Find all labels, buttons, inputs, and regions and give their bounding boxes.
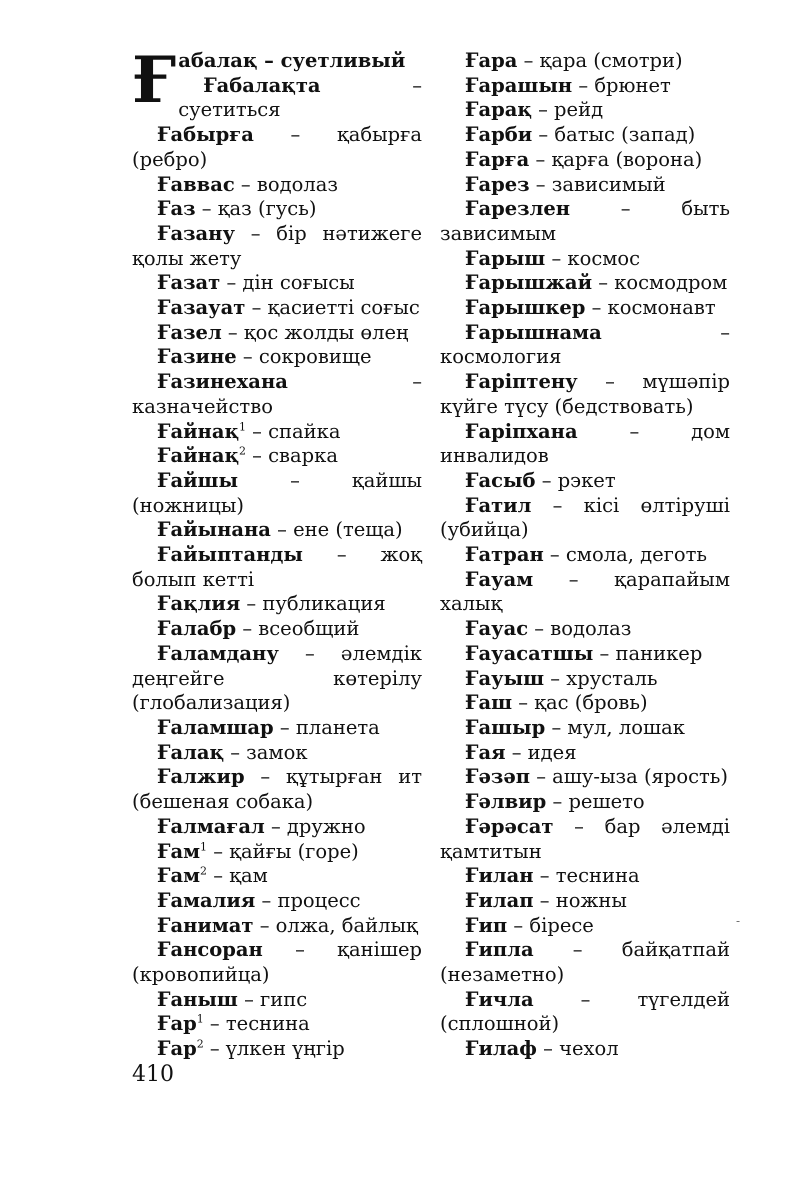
dictionary-entry: Ғазану – бір нәтижеге қолы жету: [132, 221, 422, 270]
entry-headword: Ғәзәп: [465, 765, 530, 789]
entry-translation: түгелдей (сплошной): [440, 987, 730, 1036]
entry-headword: Ғам: [157, 839, 201, 863]
entry-headword: Ғазел: [157, 320, 222, 344]
dictionary-entry: Ғалжир – құтырған ит (бешеная собака): [132, 765, 422, 814]
entry-translation: қос жолды өлең: [243, 320, 409, 344]
entry-translation: спайка: [268, 419, 341, 443]
entry-headword: Ғасыб: [465, 468, 536, 492]
entry-translation: замок: [246, 740, 308, 764]
dictionary-entry: Ғайшы – қайшы (ножницы): [132, 468, 422, 517]
entry-translation: суетиться: [178, 98, 281, 122]
entry-headword: Ғара: [465, 49, 518, 72]
dictionary-entry: Ғайнақ$^1$ – спайка: [157, 419, 341, 443]
entry-translation: решето: [568, 790, 645, 814]
entry-translation: байқатпай (незаметно): [440, 938, 730, 987]
entry-headword: Ғилаф: [465, 1037, 537, 1061]
dictionary-entry: Ғарға – қарға (ворона): [465, 147, 703, 171]
entry-translation: мул, лошак: [567, 715, 685, 739]
entry-translation: дружно: [286, 814, 366, 838]
entry-headword: Ғарезлен: [465, 197, 571, 221]
dictionary-entry: Ғаламдану – әлемдік деңгейге көтерілу (глобализация): [132, 641, 422, 715]
entry-translation: қасиетті соғыс: [267, 296, 420, 320]
entry-headword: Ғауас: [465, 617, 529, 641]
entry-headword: Ғазине: [157, 345, 237, 369]
entry-translation: қас (бровь): [534, 691, 648, 715]
entry-headword: Ғамалия: [157, 888, 256, 912]
entry-headword: Ғазат: [157, 271, 221, 295]
dictionary-entry: Ғаш – қас (бровь): [465, 691, 648, 715]
entry-headword: Ғарышкер: [465, 296, 586, 320]
dictionary-entry: Ғауам – қарапайым халық: [440, 567, 730, 616]
dictionary-entry: Ғип – біресе: [465, 913, 594, 937]
entry-superscript: 2: [238, 444, 246, 458]
entry-headword: Ғип: [465, 913, 508, 937]
entry-headword: Ғәрәсат: [465, 814, 554, 838]
dictionary-entry: Ғаріптену – мүшәпір күйге түсу (бедствовать): [440, 370, 730, 418]
entry-translation: космос: [567, 246, 641, 270]
entry-translation: батыс (запад): [554, 123, 696, 147]
dictionary-entry: Ғарақ – рейд: [465, 98, 604, 122]
page-number: 410: [132, 1062, 174, 1087]
entry-headword: Ғаріпхана: [465, 419, 578, 443]
dictionary-entry: Ғансоран – қанішер (кровопийца): [132, 938, 422, 987]
entry-headword: Ғаріптену: [465, 370, 578, 394]
dictionary-entry: Ғасыб – рэкет: [465, 468, 616, 492]
dictionary-entry: Ғарышкер – космонавт: [465, 296, 716, 320]
entry-headword: Ғаламшар: [157, 715, 274, 739]
dictionary-entry: Ғилаф – чехол: [465, 1037, 619, 1061]
entry-translation: ене (теща): [293, 518, 403, 542]
entry-translation: қара (смотри): [539, 49, 683, 72]
entry-headword: Ғарыш: [465, 246, 546, 270]
entry-translation: қайшы (ножницы): [132, 468, 422, 517]
entry-translation: гипс: [260, 987, 308, 1011]
dictionary-entry: Ғашыр – мул, лошак: [465, 715, 685, 739]
dictionary-entry: Ғипла – байқатпай (незаметно): [440, 938, 730, 987]
entry-headword: Ғаш: [465, 691, 513, 715]
entry-translation: процесс: [277, 888, 361, 912]
dictionary-entry: Ғарби – батыс (запад): [465, 123, 696, 147]
dictionary-entry: Ғайыптанды – жоқ болып кетті: [132, 543, 422, 591]
entry-translation: қарапайым халық: [440, 567, 730, 616]
dictionary-entry: Ғауыш – хрусталь: [465, 666, 658, 690]
dictionary-entry: Ғалмағал – дружно: [157, 814, 366, 838]
entry-headword: Ғауам: [465, 567, 534, 591]
entry-headword: Ғабырға: [157, 123, 254, 147]
entry-headword: Ғар: [157, 1012, 197, 1036]
entry-headword: Ғауыш: [465, 666, 545, 690]
entry-headword: Ғазауат: [157, 296, 246, 320]
dictionary-entry: Ғамалия – процесс: [157, 888, 361, 912]
entry-translation: әлемдік деңгейге көтерілу (глобализация): [132, 641, 422, 715]
entry-translation: қанішер (кровопийца): [132, 938, 422, 987]
entry-headword: Ғарышжай: [465, 271, 593, 295]
dictionary-entry: Ғазинехана – казначейство: [132, 370, 422, 418]
entry-superscript: 2: [200, 864, 208, 878]
dictionary-entry: Ғабырға – қабырға (ребро): [132, 123, 422, 171]
entry-translation: водолаз: [550, 617, 632, 641]
dictionary-entry: Ғаныш – гипс: [157, 987, 308, 1011]
entry-translation: чехол: [559, 1037, 619, 1061]
entry-translation: хрусталь: [566, 666, 658, 690]
dictionary-entry: Ғаввас – водолаз: [157, 172, 338, 196]
entry-headword: Ғалмағал: [157, 814, 265, 838]
entry-translation: зависимый: [551, 172, 666, 196]
entry-headword: Ғилан: [465, 864, 534, 888]
entry-translation: рейд: [554, 98, 604, 122]
right-column: [440, 49, 730, 1062]
entry-headword: Ғайыптанды: [157, 543, 303, 567]
entry-headword: Ғарез: [465, 172, 530, 196]
dictionary-entry: Ғар$^1$ – теснина: [157, 1012, 310, 1036]
entry-translation: құтырған ит (бешеная собака): [132, 765, 422, 814]
entry-headword: Ғайшы: [157, 468, 239, 492]
entry-translation: біресе: [529, 913, 594, 937]
entry-translation: рэкет: [557, 468, 616, 492]
entry-translation: сокровище: [258, 345, 372, 369]
entry-translation: быть зависимым: [440, 197, 730, 245]
dictionary-entry: Ғарыш – космос: [465, 246, 641, 270]
entry-headword: Ғарашын: [465, 73, 573, 97]
entry-translation: космодром: [614, 271, 728, 295]
dictionary-entry: Ғарез – зависимый: [465, 172, 666, 196]
entry-translation: қайғы (горе): [229, 839, 359, 863]
entry-headword: Ғалабр: [157, 617, 237, 641]
entry-headword: Ғайнақ: [157, 419, 239, 443]
dictionary-entry: Ғаз – қаз (гусь): [157, 197, 317, 221]
dictionary-entry: Ғанимат – олжа, байлық: [157, 913, 418, 937]
entry-headword: Ғабалақта: [203, 73, 321, 97]
dictionary-entry: Ғәрәсат – бар әлемді қамтитын: [440, 814, 730, 863]
entry-headword: Ғая: [465, 740, 506, 764]
entry-translation: брюнет: [594, 73, 671, 97]
entry-translation: теснина: [225, 1012, 310, 1036]
entry-headword: Ғаламдану: [157, 641, 279, 665]
entry-headword: Ғәлвир: [465, 790, 547, 814]
entry-translation: смола, деготь: [565, 543, 708, 567]
entry-translation: жоқ болып кетті: [132, 543, 422, 591]
dictionary-entry: Ғатил – кісі өлтіруші (убийца): [440, 493, 730, 542]
first-entry-text: абалақ – суетливый: [178, 49, 406, 72]
entry-translation: бір нәтижеге қолы жету: [132, 221, 422, 270]
entry-translation: космология: [440, 345, 562, 369]
dictionary-entry: Ғайынана – ене (теща): [157, 518, 403, 542]
dictionary-entry: Ғам$^1$ – қайғы (горе): [157, 839, 359, 863]
dictionary-entry: Ғайнақ$^2$ – сварка: [157, 444, 338, 468]
entry-headword: Ғаввас: [157, 172, 235, 196]
entry-headword: Ғатил: [465, 493, 532, 517]
dictionary-entry: Ғарышжай – космодром: [465, 271, 728, 295]
entry-headword: Ғалақ: [157, 740, 224, 764]
entry-headword: Ғилап: [465, 888, 534, 912]
entry-translation: сварка: [268, 444, 338, 468]
entry-headword: Ғам: [157, 864, 201, 888]
entry-translation: дом инвалидов: [440, 419, 730, 468]
entry-headword: Ғипла: [465, 938, 534, 962]
dictionary-entry: Ғауас – водолаз: [465, 617, 632, 641]
dictionary-entry: Ғалақ – замок: [157, 740, 308, 764]
entry-headword: Ғарға: [465, 147, 530, 171]
dictionary-entry: Ғабалақта – суетиться: [178, 73, 422, 122]
entry-headword: Ғаныш: [157, 987, 238, 1011]
entry-headword: Ғашыр: [465, 715, 546, 739]
dictionary-entry: Ғаріпхана – дом инвалидов: [440, 419, 730, 468]
dictionary-entry: Ғаламшар – планета: [157, 715, 380, 739]
dictionary-entry: Ғазат – дін соғысы: [157, 271, 355, 295]
dictionary-entry: Ғақлия – публикация: [157, 592, 386, 616]
entry-headword: Ғаз: [157, 197, 196, 221]
entry-headword: Ғарышнама: [465, 320, 602, 344]
entry-translation: ашу-ыза (ярость): [552, 765, 729, 789]
dictionary-entry: Ғалабр – всеобщий: [157, 617, 360, 641]
entry-headword: Ғарақ: [465, 98, 532, 122]
dictionary-entry: Ғилап – ножны: [465, 888, 627, 912]
entry-translation: идея: [527, 740, 577, 764]
entry-translation: космонавт: [607, 296, 716, 320]
entry-headword: Ғазану: [157, 221, 235, 245]
entry-translation: үлкен үңгір: [225, 1037, 345, 1061]
dictionary-entry: Ғая – идея: [465, 740, 577, 764]
dictionary-entry: Ғилан – теснина: [465, 864, 640, 888]
entry-headword: Ғазинехана: [157, 370, 288, 394]
dictionary-entry: Ғәзәп – ашу-ыза (ярость): [465, 765, 729, 789]
dictionary-entry: Ғатран – смола, деготь: [465, 543, 708, 567]
dictionary-entry: Ғара – қара (смотри): [465, 49, 683, 72]
entry-headword: Ғичла: [465, 987, 534, 1011]
entry-translation: қабырға (ребро): [132, 123, 422, 171]
dictionary-entry: Ғазине – сокровище: [157, 345, 372, 369]
dictionary-entry: Ғарашын – брюнет: [465, 73, 671, 97]
entry-headword: Ғайынана: [157, 518, 271, 542]
entry-translation: дін соғысы: [242, 271, 355, 295]
entry-headword: Ғақлия: [157, 592, 241, 616]
entry-translation: мүшәпір күйге түсу (бедствовать): [440, 370, 730, 418]
entry-translation: водолаз: [256, 172, 338, 196]
entry-translation: олжа, байлық: [275, 913, 418, 937]
stray-mark: -: [736, 914, 741, 928]
dictionary-entry: Ғар$^2$ – үлкен үңгір: [157, 1037, 345, 1061]
entry-headword: Ғатран: [465, 543, 544, 567]
entry-headword: Ғауасатшы: [465, 641, 594, 665]
entry-translation: қам: [229, 864, 268, 888]
dictionary-entry: Ғичла – түгелдей (сплошной): [440, 987, 730, 1036]
entry-translation: қарға (ворона): [551, 147, 703, 171]
entry-translation: паникер: [615, 641, 703, 665]
entry-translation: всеобщий: [258, 617, 360, 641]
entry-translation: теснина: [555, 864, 640, 888]
entry-translation: қаз (гусь): [217, 197, 317, 221]
dictionary-entry: Ғазауат – қасиетті соғыс: [157, 296, 420, 320]
dictionary-entry: Ғарышнама – космология: [440, 320, 730, 369]
entry-headword: Ғалжир: [157, 765, 245, 789]
entry-superscript: 2: [196, 1037, 204, 1051]
entry-translation: публикация: [262, 592, 386, 616]
entry-superscript: 1: [200, 840, 208, 853]
dictionary-entry: Ғазел – қос жолды өлең: [157, 320, 409, 344]
entry-translation: бар әлемді қамтитын: [440, 814, 730, 863]
entry-headword: Ғар: [157, 1037, 197, 1061]
entry-headword: Ғансоран: [157, 938, 263, 962]
entry-headword: Ғайнақ: [157, 444, 239, 468]
entry-superscript: 1: [238, 420, 246, 434]
left-column: [132, 43, 422, 1062]
dictionary-entry: Ғам$^2$ – қам: [157, 864, 268, 888]
entry-headword: Ғанимат: [157, 913, 254, 937]
entry-superscript: 1: [196, 1012, 204, 1026]
drop-cap-letter: Ғ: [132, 43, 177, 118]
entry-translation: ножны: [555, 888, 627, 912]
dictionary-entry: Ғауасатшы – паникер: [465, 641, 703, 665]
dictionary-entry: Ғарезлен – быть зависимым: [440, 197, 730, 245]
entry-translation: казначейство: [132, 394, 273, 418]
dictionary-entry: Ғәлвир – решето: [465, 790, 645, 814]
entry-translation: кісі өлтіруші (убийца): [440, 493, 730, 542]
entry-headword: Ғарби: [465, 123, 533, 147]
entry-translation: планета: [295, 715, 380, 739]
